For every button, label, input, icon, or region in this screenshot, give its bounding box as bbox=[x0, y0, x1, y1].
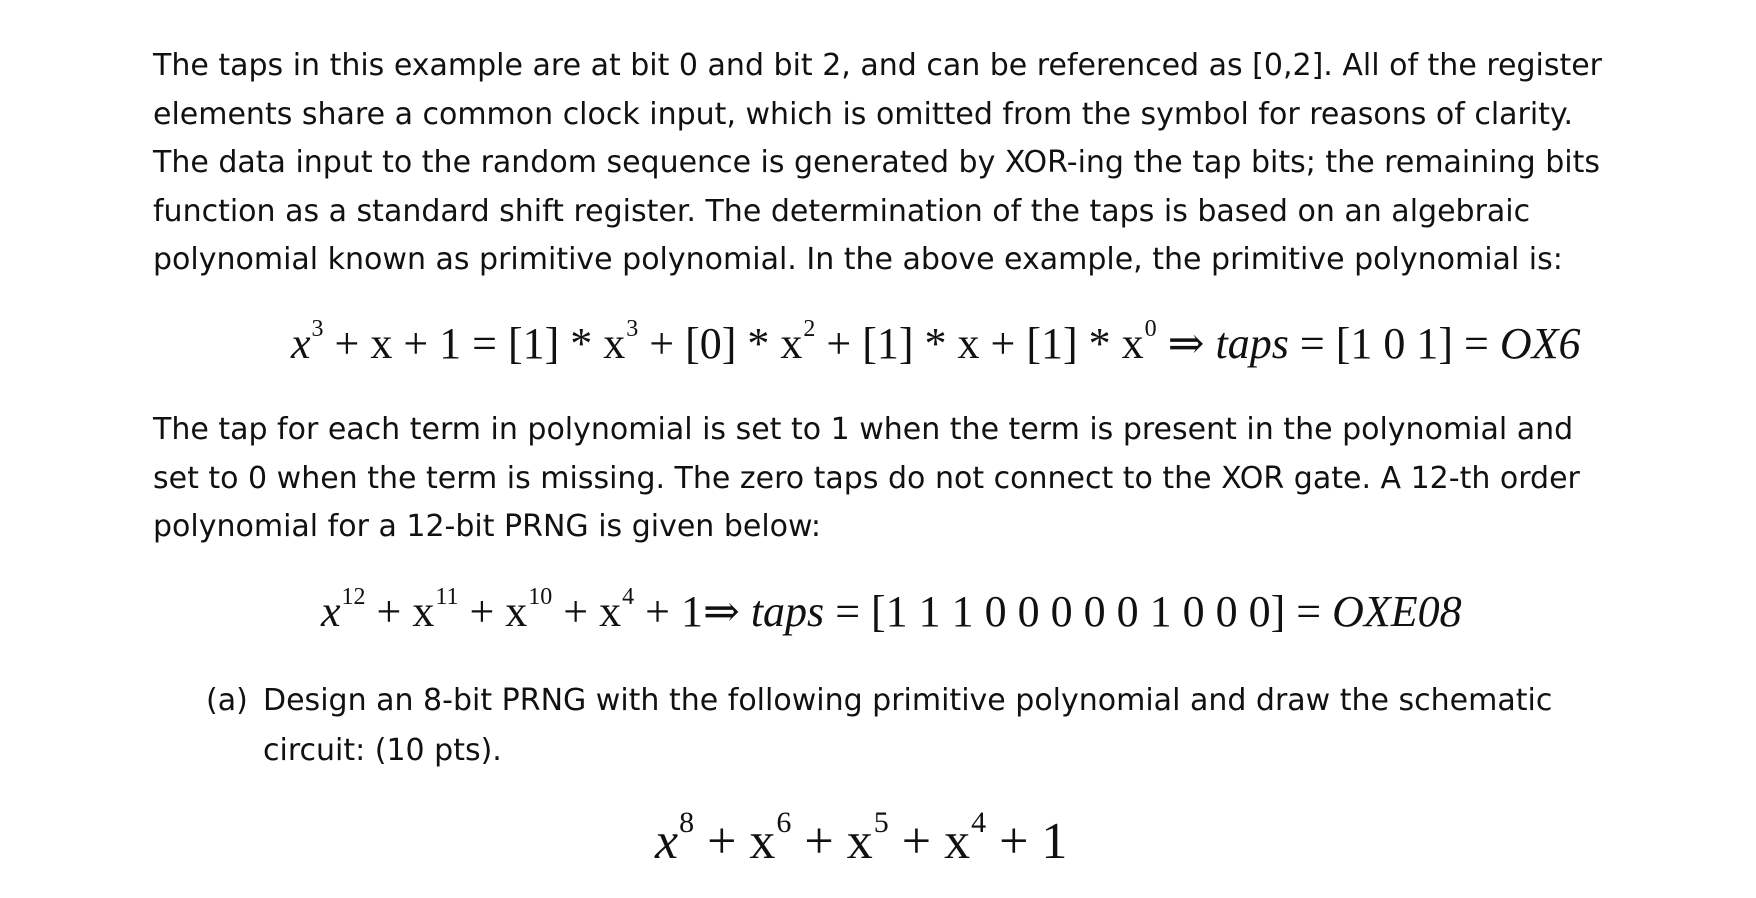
equation-8bit-polynomial bbox=[655, 806, 1068, 870]
eq-term: + x bbox=[365, 587, 435, 636]
text-line: circuit: (10 pts). bbox=[263, 733, 502, 768]
eq-exponent: 5 bbox=[873, 806, 889, 839]
eq-exponent: 4 bbox=[622, 584, 635, 610]
implies-symbol: ⇒ bbox=[1156, 319, 1216, 368]
eq-term: + x bbox=[694, 813, 776, 870]
eq-exponent: 12 bbox=[341, 584, 366, 610]
eq-exponent: 6 bbox=[776, 806, 792, 839]
eq-term: + 1 bbox=[634, 587, 703, 636]
equation-12bit-polynomial bbox=[321, 584, 1462, 636]
eq-term: + x + 1 = [1] * x bbox=[323, 319, 626, 368]
equation-3bit-polynomial bbox=[291, 316, 1581, 368]
eq-exponent: 11 bbox=[435, 584, 459, 610]
text-line: Design an 8-bit PRNG with the following primitive polynomial and draw the schematic bbox=[263, 683, 1553, 718]
implies-symbol: ⇒ bbox=[702, 587, 751, 636]
eq-term: + x bbox=[458, 587, 528, 636]
text-line: The taps in this example are at bit 0 and bit 2, and can be referenced as [0,2]. All of the register bbox=[153, 48, 1603, 83]
eq-term: x bbox=[655, 813, 679, 870]
text-line: The data input to the random sequence is generated by XOR-ing the tap bits; the remaining bits bbox=[153, 145, 1600, 180]
eq-exponent: 0 bbox=[1144, 316, 1157, 342]
eq-hex-value: OX6 bbox=[1499, 319, 1581, 368]
intro-paragraph bbox=[153, 42, 1633, 285]
eq-exponent: 2 bbox=[803, 316, 816, 342]
eq-term: x bbox=[321, 587, 341, 636]
text-line: elements share a common clock input, which is omitted from the symbol for reasons of clarity. bbox=[153, 96, 1573, 132]
eq-hex-value: OXE08 bbox=[1332, 587, 1462, 636]
eq-term: + [0] * x bbox=[638, 319, 803, 368]
eq-term: + [1] * x + [1] * x bbox=[815, 319, 1144, 368]
eq-term: = [1 1 1 0 0 0 0 0 1 0 0 0] = bbox=[824, 587, 1333, 636]
eq-term: + x bbox=[552, 587, 622, 636]
question-body bbox=[263, 676, 1643, 776]
eq-exponent: 3 bbox=[626, 316, 639, 342]
eq-term: + x bbox=[791, 813, 873, 870]
text-line: The tap for each term in polynomial is set to 1 when the term is present in the polynomial and bbox=[153, 412, 1574, 447]
eq-taps-label: taps bbox=[1215, 319, 1289, 368]
text-line: polynomial known as primitive polynomial. In the above example, the primitive polynomial is: bbox=[153, 242, 1563, 277]
eq-exponent: 4 bbox=[971, 806, 987, 839]
taps-explanation-paragraph bbox=[153, 406, 1633, 552]
eq-exponent: 3 bbox=[311, 316, 324, 342]
eq-exponent: 10 bbox=[528, 584, 553, 610]
eq-term: + x bbox=[888, 813, 971, 870]
question-label: (a) bbox=[206, 683, 248, 718]
eq-term: + 1 bbox=[986, 813, 1068, 870]
text-line: set to 0 when the term is missing. The zero taps do not connect to the XOR gate. A 12-th order bbox=[153, 460, 1580, 496]
eq-taps-label: taps bbox=[750, 587, 825, 636]
text-line: polynomial for a 12-bit PRNG is given below: bbox=[153, 509, 822, 544]
text-line: function as a standard shift register. The determination of the taps is based on an algebraic bbox=[153, 193, 1531, 229]
eq-term: x bbox=[291, 319, 311, 368]
eq-exponent: 8 bbox=[679, 806, 695, 839]
eq-term: = [1 0 1] = bbox=[1288, 319, 1500, 368]
